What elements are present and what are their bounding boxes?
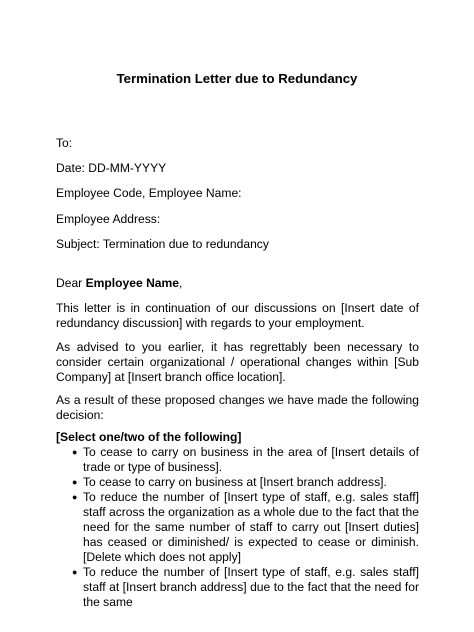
options-list — [56, 445, 419, 610]
bullet-icon: ● — [72, 447, 78, 457]
option-text: To cease to carry on business in the area of [Insert details of trade or type of business]. — [83, 445, 419, 474]
bullet-icon: ● — [72, 492, 78, 502]
list-item — [56, 475, 419, 490]
options-section — [56, 430, 419, 610]
salutation-prefix: Dear — [56, 276, 86, 290]
subject-line: Subject: Termination due to redundancy — [56, 237, 269, 251]
paragraph-decision: As a result of these proposed changes we have made the following decision: — [56, 393, 419, 422]
document-title: Termination Letter due to Redundancy — [116, 71, 358, 86]
list-item — [56, 445, 419, 475]
salutation-employee-name: Employee Name — [85, 276, 180, 290]
paragraph-organizational-changes: As advised to you earlier, it has regrettably been necessary to consider certain organizational / operational changes within [Sub Company] at [Insert branch office location]. — [56, 340, 419, 384]
option-text: To reduce the number of [Insert type of staff, e.g. sales staff] staff across the organization as a whole due to the fact that the need for the same number of staff to carry out [Insert duties] has ceased or diminished/ is expected to cease or diminish. [Delete which does not apply] — [83, 490, 419, 564]
list-item — [56, 490, 419, 565]
date-line: Date: DD-MM-YYYY — [56, 161, 167, 175]
list-item — [56, 565, 419, 610]
salutation-suffix: , — [179, 276, 183, 290]
to-line: To: — [56, 136, 73, 150]
paragraph-continuation: This letter is in continuation of our discussions on [Insert date of redundancy discussion] with regards to your employment. — [56, 301, 419, 330]
employee-address-line: Employee Address: — [56, 212, 161, 226]
salutation — [56, 276, 418, 291]
option-text: To reduce the number of [Insert type of staff, e.g. sales staff] staff at [Insert branch address] due to the fact that the need for the same — [83, 565, 419, 609]
employee-code-line: Employee Code, Employee Name: — [56, 186, 242, 200]
option-text: To cease to carry on business at [Insert branch address]. — [83, 475, 387, 489]
bullet-icon: ● — [72, 477, 78, 487]
bullet-icon: ● — [72, 567, 78, 577]
options-heading: [Select one/two of the following] — [56, 430, 242, 444]
